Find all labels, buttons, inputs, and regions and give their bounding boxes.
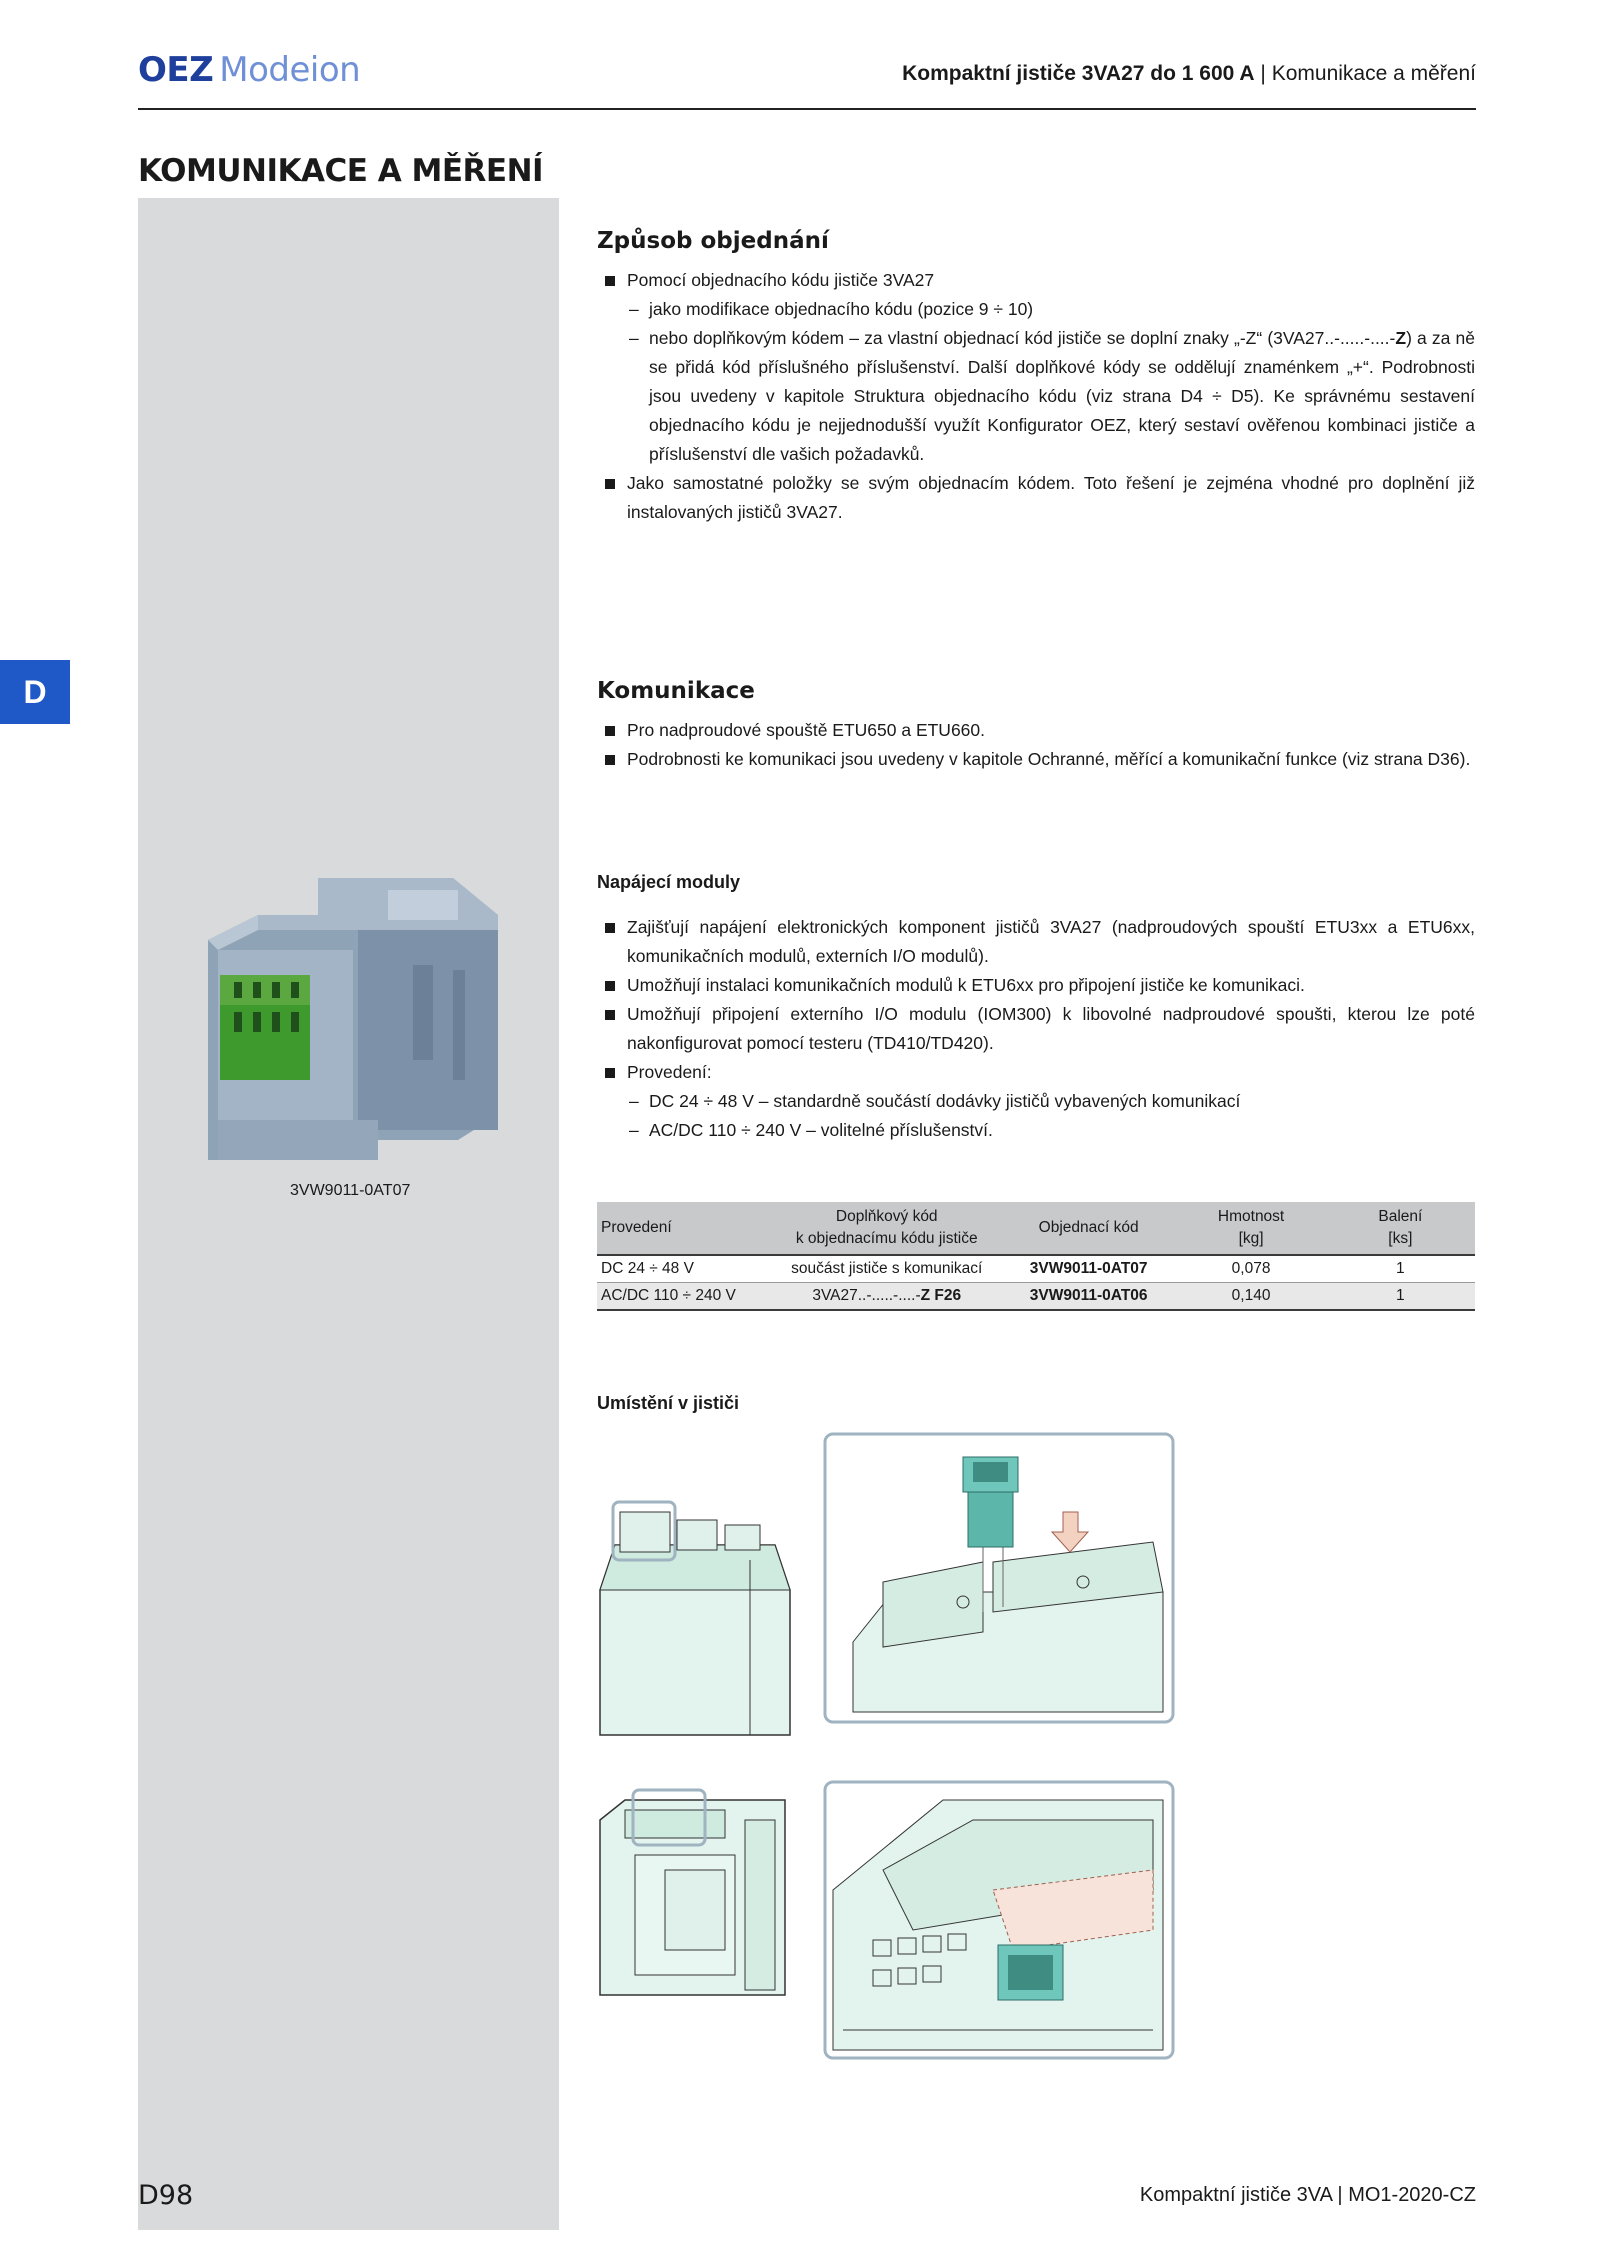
logo-oez: OEZ xyxy=(138,50,214,90)
col-order-code: Objednací kód xyxy=(1001,1202,1177,1255)
ordering-list xyxy=(597,266,1475,527)
ordering-section xyxy=(597,228,1475,527)
list-item: Pro nadproudové spouště ETU650 a ETU660. xyxy=(597,716,1475,745)
ordering-heading: Způsob objednání xyxy=(597,228,829,254)
header-catalog-title: Kompaktní jističe 3VA27 do 1 600 A xyxy=(902,62,1255,85)
list-item: Provedení: – DC 24 ÷ 48 V – standardně součástí dodávky jističů vybavených komunikací – AC/DC 110 ÷ 240 V – volitelné příslušenství. xyxy=(597,1058,1475,1145)
product-caption: 3VW9011-0AT07 xyxy=(290,1182,411,1199)
list-subitem: – AC/DC 110 ÷ 240 V – volitelné příslušenství. xyxy=(627,1116,1475,1145)
list-subitem: – DC 24 ÷ 48 V – standardně součástí dodávky jističů vybavených komunikací xyxy=(627,1087,1475,1116)
header-section-name: Komunikace a měření xyxy=(1271,62,1476,85)
breaker-overview-diagram-bottom xyxy=(595,1780,795,2000)
communication-heading: Komunikace xyxy=(597,678,755,704)
left-sidebar-panel xyxy=(138,198,559,2230)
list-item: Zajišťují napájení elektronických komponent jističů 3VA27 (nadproudových spouští ETU3xx a ETU6xx, komunikačních modulů, externích I/O modulů). xyxy=(597,913,1475,971)
table-header-row xyxy=(597,1202,1475,1255)
power-modules-list xyxy=(597,913,1475,1145)
installed-module-detail-diagram xyxy=(823,1780,1175,2060)
list-item: Umožňují instalaci komunikačních modulů k ETU6xx pro připojení jističe ke komunikaci. xyxy=(597,971,1475,1000)
page-title: KOMUNIKACE A MĚŘENÍ xyxy=(138,153,544,189)
list-subitem: – nebo doplňkovým kódem – za vlastní objednací kód jističe se doplní znaky „-Z“ (3VA27..-.....-....-Z) a za ně se přidá kód příslušného příslušenství. Další doplňkové kódy se oddělují znaménkem „+“. Podrobnosti jsou uvedeny v kapitole Struktura objednacího kódu (viz strana D4 ÷ D5). Ke správnému sestavení objednacího kódu je nejjednodušší využít Konfigurator OEZ, který sestaví ověřenou kombinaci jističe a příslušenství dle vašich požadavků. xyxy=(627,324,1475,469)
list-item: Podrobnosti ke komunikaci jsou uvedeny v kapitole Ochranné, měřící a komunikační funkce (viz strana D36). xyxy=(597,745,1475,774)
communication-list xyxy=(597,716,1475,774)
page-number: D98 xyxy=(138,2180,194,2211)
list-subitem: – jako modifikace objednacího kódu (pozice 9 ÷ 10) xyxy=(627,295,1475,324)
footer-publication: Kompaktní jističe 3VA | MO1-2020-CZ xyxy=(1139,2184,1476,2206)
brand-logo xyxy=(138,50,360,90)
list-item: Jako samostatné položky se svým objednacím kódem. Toto řešení je zejména vhodné pro doplnění již instalovaných jističů 3VA27. xyxy=(597,469,1475,527)
breaker-overview-diagram-top xyxy=(595,1500,795,1740)
header-separator: | xyxy=(1260,62,1266,85)
header-divider xyxy=(138,108,1476,110)
communication-section xyxy=(597,678,1475,774)
header-doc-title xyxy=(902,62,1476,86)
ordering-table xyxy=(597,1202,1475,1311)
col-variant: Provedení xyxy=(597,1202,773,1255)
power-modules-heading: Napájecí moduly xyxy=(597,872,741,892)
list-item: Pomocí objednacího kódu jističe 3VA27 – jako modifikace objednacího kódu (pozice 9 ÷ 10) – nebo doplňkovým kódem – za vlastní objednací kód jističe se doplní znaky „-Z“ (3VA27..-.....-....-Z) a za ně se přidá kód příslušného příslušenství. Další doplňkové kódy se oddělují znaménkem „+“. Podrobnosti jsou uvedeny v kapitole Struktura objednacího kódu (viz strana D4 ÷ D5). Ke správnému sestavení objednacího kódu je nejjednodušší využít Konfigurator OEZ, který sestaví ověřenou kombinaci jističe a příslušenství dle vašich požadavků. xyxy=(597,266,1475,469)
section-tab: D xyxy=(0,660,70,724)
table-row: AC/DC 110 ÷ 240 V 3VA27..-.....-....-Z F26 3VW9011-0AT06 0,140 1 xyxy=(597,1283,1475,1311)
power-modules-section xyxy=(597,872,1475,1145)
col-weight: Hmotnost [kg] xyxy=(1176,1202,1325,1255)
module-insertion-detail-diagram xyxy=(823,1432,1175,1724)
col-supplementary-code: Doplňkový kód k objednacímu kódu jističe xyxy=(773,1202,1001,1255)
col-pack: Balení [ks] xyxy=(1326,1202,1475,1255)
power-module-product-image xyxy=(198,870,508,1170)
placement-heading: Umístění v jističi xyxy=(597,1393,740,1413)
logo-modeion: Modeion xyxy=(219,50,361,90)
list-item: Umožňují připojení externího I/O modulu (IOM300) k libovolné nadproudové spoušti, kterou lze poté nakonfigurovat pomocí testeru (TD410/TD420). xyxy=(597,1000,1475,1058)
table-row: DC 24 ÷ 48 V součást jističe s komunikací 3VW9011-0AT07 0,078 1 xyxy=(597,1255,1475,1283)
